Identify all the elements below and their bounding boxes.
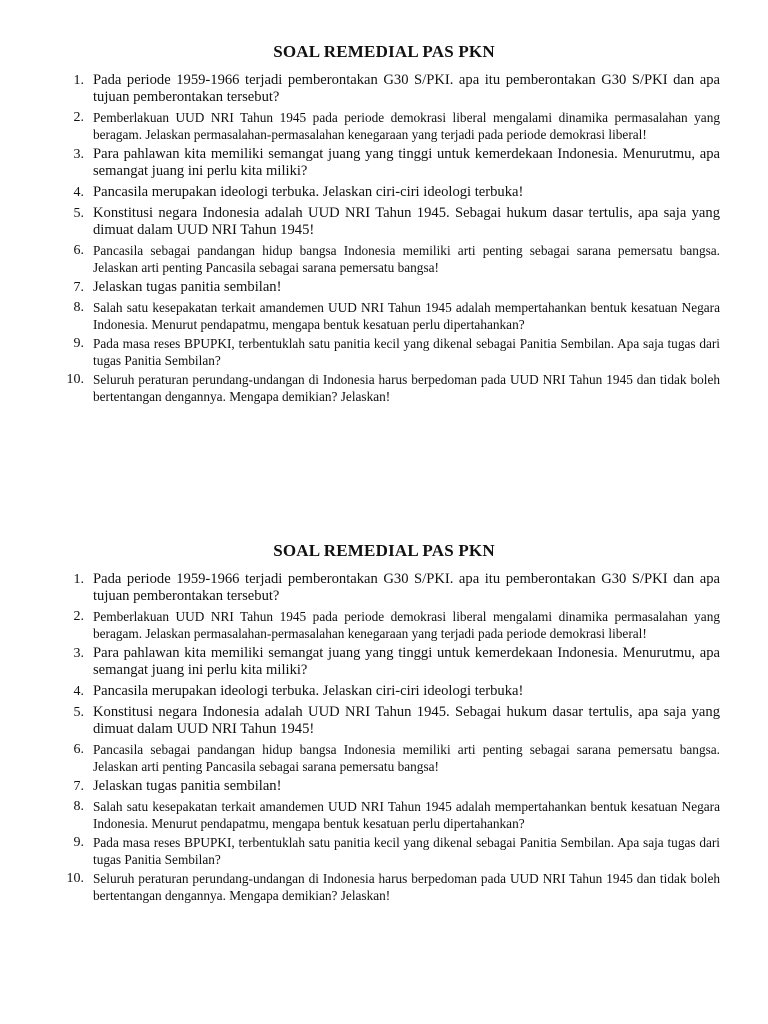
question-text: Konstitusi negara Indonesia adalah UUD NRI Tahun 1945. Sebagai hukum dasar tertulis, apa saja yang dimuat dalam UUD NRI Tahun 1945! (93, 205, 720, 238)
question-number: 2. (73, 609, 84, 624)
question-number: 5. (73, 206, 84, 221)
question-number: 1. (73, 73, 84, 88)
question-text: Pancasila sebagai pandangan hidup bangsa Indonesia memiliki arti penting sebagai sarana pemersatu bangsa. Jelaskan arti penting Pancasila sebagai sarana pemersatu bangsa! (93, 742, 720, 774)
question-item-3 (62, 146, 720, 180)
question-list (62, 72, 720, 405)
question-text: Pancasila merupakan ideologi terbuka. Jelaskan ciri-ciri ideologi terbuka! (93, 683, 524, 699)
question-text: Pada periode 1959-1966 terjadi pemberontakan G30 S/PKI. apa itu pemberontakan G30 S/PKI dan apa tujuan pemberontakan tersebut? (93, 72, 720, 105)
question-text: Pada masa reses BPUPKI, terbentuklah satu panitia kecil yang dikenal sebagai Panitia Sembilan. Apa saja tugas dari tugas Panitia Sembilan? (93, 336, 720, 368)
question-number: 1. (73, 572, 84, 587)
question-text: Seluruh peraturan perundang-undangan di Indonesia harus berpedoman pada UUD NRI Tahun 1945 dan tidak boleh bertentangan dengannya. Mengapa demikian? Jelaskan! (93, 871, 720, 903)
question-sheet-2 (0, 541, 768, 907)
question-number: 3. (73, 646, 84, 661)
question-text: Seluruh peraturan perundang-undangan di Indonesia harus berpedoman pada UUD NRI Tahun 1945 dan tidak boleh bertentangan dengannya. Mengapa demikian? Jelaskan! (93, 372, 720, 404)
question-number: 2. (73, 110, 84, 125)
question-item-3 (62, 645, 720, 679)
question-item-10 (62, 871, 720, 904)
question-item-2 (62, 110, 720, 143)
question-number: 3. (73, 147, 84, 162)
question-number: 6. (73, 742, 84, 757)
sheet-title: SOAL REMEDIAL PAS PKN (273, 42, 495, 61)
question-text: Para pahlawan kita memiliki semangat juang yang tinggi untuk kemerdekaan Indonesia. Menurutmu, apa semangat juang ini perlu kita miliki? (93, 146, 720, 179)
question-item-8 (62, 300, 720, 333)
question-number: 9. (73, 835, 84, 850)
question-text: Konstitusi negara Indonesia adalah UUD NRI Tahun 1945. Sebagai hukum dasar tertulis, apa saja yang dimuat dalam UUD NRI Tahun 1945! (93, 704, 720, 737)
question-text: Pancasila merupakan ideologi terbuka. Jelaskan ciri-ciri ideologi terbuka! (93, 184, 524, 200)
question-item-4 (62, 184, 720, 201)
question-text: Pemberlakuan UUD NRI Tahun 1945 pada periode demokrasi liberal mengalami dinamika permasalahan yang beragam. Jelaskan permasalahan-permasalahan kenegaraan yang terjadi pada periode demokrasi liberal! (93, 110, 720, 142)
sheet-title: SOAL REMEDIAL PAS PKN (273, 541, 495, 560)
question-item-6 (62, 742, 720, 775)
question-number: 7. (73, 280, 84, 295)
question-text: Pada masa reses BPUPKI, terbentuklah satu panitia kecil yang dikenal sebagai Panitia Sembilan. Apa saja tugas dari tugas Panitia Sembilan? (93, 835, 720, 867)
question-item-9 (62, 835, 720, 868)
question-number: 6. (73, 243, 84, 258)
question-sheet-1 (0, 42, 768, 408)
question-number: 4. (73, 185, 84, 200)
question-item-5 (62, 704, 720, 738)
question-item-10 (62, 372, 720, 405)
question-text: Pemberlakuan UUD NRI Tahun 1945 pada periode demokrasi liberal mengalami dinamika permasalahan yang beragam. Jelaskan permasalahan-permasalahan kenegaraan yang terjadi pada periode demokrasi liberal! (93, 609, 720, 641)
question-text: Pada periode 1959-1966 terjadi pemberontakan G30 S/PKI. apa itu pemberontakan G30 S/PKI dan apa tujuan pemberontakan tersebut? (93, 571, 720, 604)
question-text: Para pahlawan kita memiliki semangat juang yang tinggi untuk kemerdekaan Indonesia. Menurutmu, apa semangat juang ini perlu kita miliki? (93, 645, 720, 678)
question-number: 8. (73, 300, 84, 315)
question-number: 10. (66, 372, 84, 387)
question-item-4 (62, 683, 720, 700)
question-item-8 (62, 799, 720, 832)
question-item-2 (62, 609, 720, 642)
question-number: 10. (66, 871, 84, 886)
question-text: Salah satu kesepakatan terkait amandemen UUD NRI Tahun 1945 adalah mempertahankan bentuk kesatuan Negara Indonesia. Menurut pendapatmu, mengapa bentuk kesatuan perlu dipertahankan? (93, 799, 720, 831)
question-text: Jelaskan tugas panitia sembilan! (93, 778, 282, 794)
question-number: 5. (73, 705, 84, 720)
question-number: 7. (73, 779, 84, 794)
question-number: 9. (73, 336, 84, 351)
question-item-5 (62, 205, 720, 239)
question-text: Salah satu kesepakatan terkait amandemen UUD NRI Tahun 1945 adalah mempertahankan bentuk kesatuan Negara Indonesia. Menurut pendapatmu, mengapa bentuk kesatuan perlu dipertahankan? (93, 300, 720, 332)
question-item-1 (62, 72, 720, 106)
question-item-7 (62, 778, 720, 795)
question-text: Jelaskan tugas panitia sembilan! (93, 279, 282, 295)
question-item-7 (62, 279, 720, 296)
question-list (62, 571, 720, 904)
question-item-9 (62, 336, 720, 369)
question-item-6 (62, 243, 720, 276)
question-number: 4. (73, 684, 84, 699)
question-item-1 (62, 571, 720, 605)
question-number: 8. (73, 799, 84, 814)
question-text: Pancasila sebagai pandangan hidup bangsa Indonesia memiliki arti penting sebagai sarana pemersatu bangsa. Jelaskan arti penting Pancasila sebagai sarana pemersatu bangsa! (93, 243, 720, 275)
